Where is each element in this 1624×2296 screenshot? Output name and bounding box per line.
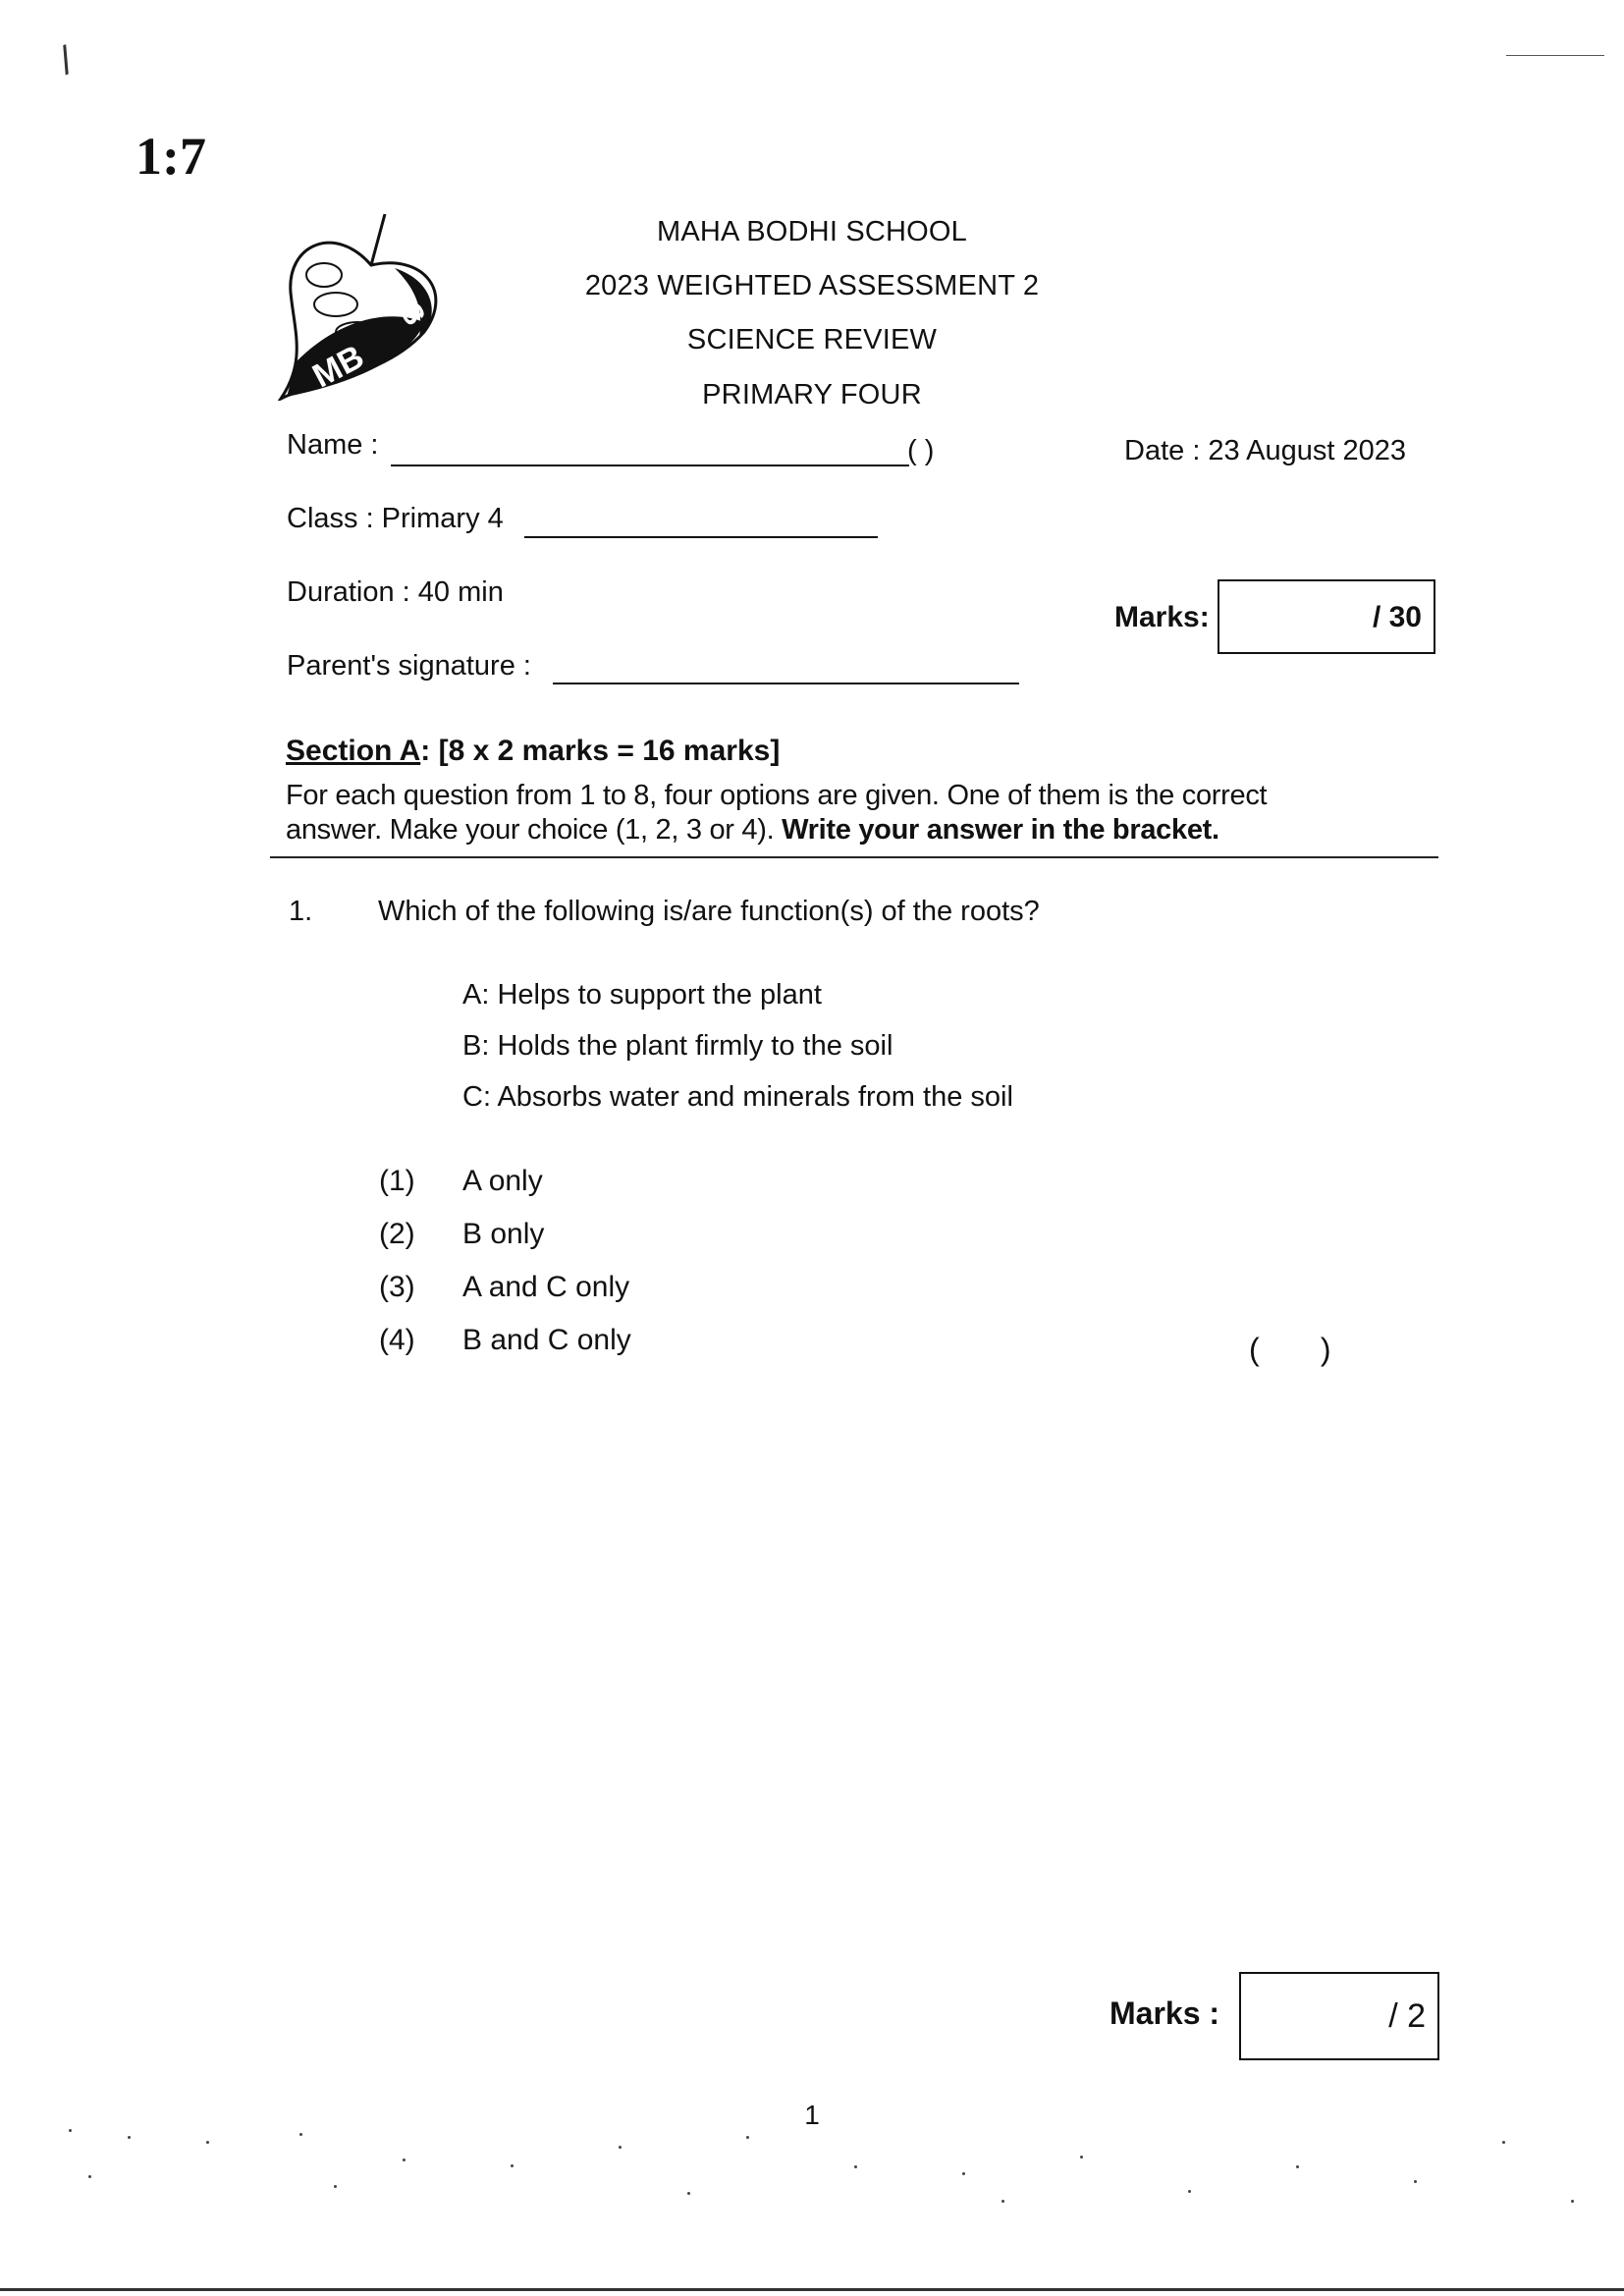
scan-speck [511,2164,514,2167]
scan-speck [403,2159,406,2161]
scan-speck [128,2136,131,2139]
instruction-line-2 [286,814,1219,847]
scan-speck [334,2185,337,2188]
scan-speck [69,2129,72,2132]
option-text-4: B and C only [462,1324,631,1356]
option-number-3: (3) [379,1271,415,1303]
answer-bracket[interactable]: ( ) [1249,1332,1331,1367]
scan-speck [299,2133,302,2136]
scan-edge-line [1506,55,1604,56]
name-field[interactable] [391,464,909,466]
scan-speck [1502,2141,1505,2144]
option-text-2: B only [462,1218,545,1250]
section-marks: : [8 x 2 marks = 16 marks] [420,735,781,767]
question-marks-total: / 2 [1388,1997,1426,2035]
option-number-2: (2) [379,1218,415,1250]
question-number: 1. [289,896,313,927]
svg-text:MB: MB [306,338,370,396]
corner-scan-mark: / [53,38,80,83]
scan-bottom-edge [0,2288,1624,2291]
duration-text: Duration : 40 min [287,576,504,608]
marks-label: Marks: [1114,601,1210,633]
school-name: MAHA BODHI SCHOOL [656,216,967,247]
date-text: Date : 23 August 2023 [1124,435,1406,466]
question-marks-box [1239,1972,1439,2060]
scan-speck [854,2165,857,2168]
scan-speck [962,2172,965,2175]
option-text-3: A and C only [462,1271,630,1303]
instruction-plain: answer. Make your choice (1, 2, 3 or 4). [286,814,783,846]
class-field[interactable] [524,535,878,538]
scan-speck [746,2136,749,2139]
level-title: PRIMARY FOUR [702,379,922,410]
parent-signature-label: Parent's signature : [287,650,531,682]
section-heading [286,735,780,768]
instruction-bold: Write your answer in the bracket. [782,814,1219,846]
statement-c: C: Absorbs water and minerals from the soil [462,1081,1013,1113]
scan-speck [687,2192,690,2195]
scan-speck [206,2141,209,2144]
section-title: Section A [286,735,421,767]
statement-b: B: Holds the plant firmly to the soil [462,1030,893,1062]
scan-speck [1414,2180,1417,2183]
statement-a: A: Helps to support the plant [462,979,822,1011]
question-marks-label: Marks : [1110,1995,1220,2031]
page-number: 1 [804,2100,820,2130]
scan-speck [1001,2200,1004,2203]
marks-box [1218,579,1435,654]
page-label: 1:7 [135,127,206,186]
scan-speck [88,2175,91,2178]
option-number-1: (1) [379,1165,415,1197]
subject-title: SCIENCE REVIEW [686,324,938,355]
scan-speck [1080,2156,1083,2159]
section-divider [270,856,1438,858]
scan-speck [1296,2165,1299,2168]
scan-speck [1571,2200,1574,2203]
scan-speck [619,2146,622,2149]
svg-text:S: S [393,297,432,331]
option-text-1: A only [462,1165,543,1197]
scan-speck [1188,2190,1191,2193]
parent-signature-field[interactable] [553,682,1019,684]
marks-total: / 30 [1372,601,1422,633]
register-number-bracket[interactable]: ( ) [907,435,935,466]
instruction-line-1: For each question from 1 to 8, four options are given. One of them is the correct [286,780,1268,811]
class-label: Class : Primary 4 [287,503,504,534]
name-label: Name : [287,429,379,461]
option-number-4: (4) [379,1324,415,1356]
question-text: Which of the following is/are function(s) of the roots? [378,896,1040,927]
assessment-title: 2023 WEIGHTED ASSESSMENT 2 [584,270,1040,301]
